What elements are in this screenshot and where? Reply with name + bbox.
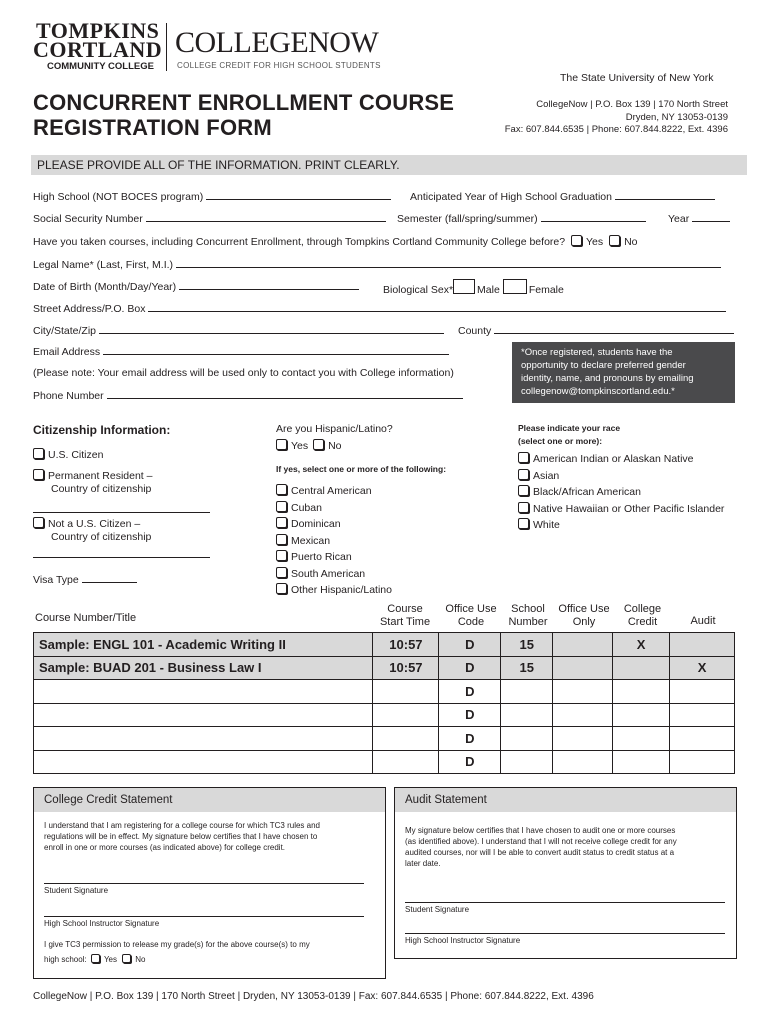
table-cell-audit[interactable] <box>670 750 735 774</box>
table-cell-credit[interactable] <box>613 680 670 704</box>
hispanic-no-checkbox[interactable] <box>313 439 324 450</box>
perm-res-option[interactable]: Permanent Resident – <box>33 469 152 482</box>
us-citizen-checkbox[interactable] <box>33 448 44 459</box>
hispanic-option-checkbox[interactable] <box>276 501 287 512</box>
table-cell-school[interactable] <box>501 727 553 751</box>
not-citizen-checkbox[interactable] <box>33 517 44 528</box>
table-cell-office[interactable] <box>553 656 613 680</box>
not-citizen-country-line[interactable] <box>33 557 210 558</box>
table-cell-school[interactable]: 15 <box>501 656 553 680</box>
email-line[interactable] <box>103 345 449 355</box>
suny-label: The State University of New York <box>560 72 714 84</box>
credit-statement-box <box>33 787 386 979</box>
race-option[interactable]: Native Hawaiian or Other Pacific Islander <box>518 501 724 518</box>
race-options <box>518 451 724 534</box>
visa-field[interactable]: Visa Type <box>33 573 137 586</box>
race-heading2: (select one or more): <box>518 436 603 446</box>
legal-name-field[interactable]: Legal Name* (Last, First, M.I.) <box>33 258 721 271</box>
citizenship-heading: Citizenship Information: <box>33 423 171 437</box>
city-field[interactable]: City/State/Zip <box>33 324 444 337</box>
year-line[interactable] <box>692 212 730 222</box>
not-citizen-country-label: Country of citizenship <box>51 531 152 543</box>
address-line2: Dryden, NY 13053-0139 <box>625 112 728 123</box>
audit-instructor-signature[interactable]: High School Instructor Signature <box>405 933 725 945</box>
table-cell-start[interactable] <box>373 680 439 704</box>
contact-line: Fax: 607.844.6535 | Phone: 607.844.8222, Ext. 4396 <box>504 124 728 135</box>
prior-courses-no-checkbox[interactable] <box>609 235 620 246</box>
female-box[interactable] <box>503 279 527 294</box>
dob-line[interactable] <box>179 280 359 290</box>
us-citizen-option[interactable]: U.S. Citizen <box>33 448 103 461</box>
table-cell-code[interactable]: D <box>439 750 501 774</box>
hispanic-answer: Yes No <box>276 439 342 452</box>
collegenow-tagline: COLLEGE CREDIT FOR HIGH SCHOOL STUDENTS <box>177 61 381 70</box>
form-title-line2: REGISTRATION FORM <box>33 115 272 140</box>
hispanic-followup: If yes, select one or more of the following: <box>276 464 447 474</box>
table-cell-school[interactable]: 15 <box>501 633 553 657</box>
address-line1: CollegeNow | P.O. Box 139 | 170 North Street <box>536 99 728 110</box>
race-option-checkbox[interactable] <box>518 502 529 513</box>
col-office-code: Office Use Code <box>445 603 497 628</box>
form-title-line1: CONCURRENT ENROLLMENT COURSE <box>33 90 455 115</box>
table-cell-course[interactable]: Sample: ENGL 101 - Academic Writing II <box>34 633 373 657</box>
legal-name-line[interactable] <box>176 258 721 268</box>
table-cell-audit[interactable]: X <box>670 656 735 680</box>
course-table <box>33 632 735 774</box>
table-cell-course[interactable]: Sample: BUAD 201 - Business Law I <box>34 656 373 680</box>
logo-divider <box>166 23 167 71</box>
table-cell-course[interactable] <box>34 680 373 704</box>
grade-permission-answer: high school: Yes No <box>44 955 146 964</box>
table-cell-audit[interactable] <box>670 703 735 727</box>
table-cell-school[interactable] <box>501 703 553 727</box>
race-option[interactable]: Asian <box>518 468 724 485</box>
table-cell-start[interactable]: 10:57 <box>373 656 439 680</box>
col-credit: College Credit <box>623 603 662 628</box>
phone-line[interactable] <box>107 389 463 399</box>
permission-no-checkbox[interactable] <box>122 954 131 963</box>
visa-line[interactable] <box>82 573 137 583</box>
pronoun-note-box: *Once registered, students have the opportunity to declare preferred gender identity, name, and pronouns by emailing collegenow@tompkinscortland.edu.* <box>512 342 735 403</box>
permission-yes-checkbox[interactable] <box>91 954 100 963</box>
table-cell-office[interactable] <box>553 703 613 727</box>
street-line[interactable] <box>148 302 726 312</box>
table-cell-code[interactable]: D <box>439 727 501 751</box>
table-cell-office[interactable] <box>553 750 613 774</box>
hispanic-option[interactable]: Central American <box>276 483 392 500</box>
email-note: (Please note: Your email address will be used only to contact you with College information) <box>33 367 454 379</box>
table-cell-code[interactable]: D <box>439 656 501 680</box>
audit-statement-text: My signature below certifies that I have chosen to audit one or more courses (as identified above). I understand that I will not receive college credit for any audited courses, nor will I be able to convert audit status to credit status at a later date. <box>405 826 677 868</box>
tc-logo-line2: CORTLAND <box>33 37 163 62</box>
race-option[interactable]: White <box>518 517 724 534</box>
credit-statement-heading: College Credit Statement <box>34 788 385 812</box>
table-cell-course[interactable] <box>34 750 373 774</box>
table-cell-audit[interactable] <box>670 680 735 704</box>
hispanic-option[interactable]: Puerto Rican <box>276 549 392 566</box>
grad-year-line[interactable] <box>615 190 715 200</box>
table-cell-start[interactable] <box>373 703 439 727</box>
high-school-line[interactable] <box>206 190 391 200</box>
hispanic-option-checkbox[interactable] <box>276 484 287 495</box>
table-cell-start[interactable]: 10:57 <box>373 633 439 657</box>
hispanic-option[interactable]: Mexican <box>276 533 392 550</box>
hispanic-option[interactable]: Other Hispanic/Latino <box>276 582 392 599</box>
tc-logo-line1: TOMPKINS <box>36 18 160 43</box>
ssn-line[interactable] <box>146 212 386 222</box>
table-cell-credit[interactable] <box>613 727 670 751</box>
table-cell-code[interactable]: D <box>439 680 501 704</box>
col-office-only: Office Use Only <box>558 603 610 628</box>
semester-field[interactable]: Semester (fall/spring/summer) <box>397 212 646 225</box>
city-line[interactable] <box>99 324 444 334</box>
hispanic-option-checkbox[interactable] <box>276 550 287 561</box>
prior-courses-yes-checkbox[interactable] <box>571 235 582 246</box>
county-line[interactable] <box>494 324 734 334</box>
perm-res-checkbox[interactable] <box>33 469 44 480</box>
phone-field[interactable]: Phone Number <box>33 389 463 402</box>
race-option[interactable]: Black/African American <box>518 484 724 501</box>
race-heading1: Please indicate your race <box>518 423 621 433</box>
table-cell-school[interactable] <box>501 750 553 774</box>
credit-instructor-signature[interactable]: High School Instructor Signature <box>44 916 364 928</box>
col-school-number: School Number <box>508 603 548 628</box>
table-cell-office[interactable] <box>553 633 613 657</box>
hispanic-option-checkbox[interactable] <box>276 517 287 528</box>
hispanic-option[interactable]: Cuban <box>276 500 392 517</box>
table-cell-credit[interactable] <box>613 703 670 727</box>
col-start: Course Start Time <box>379 603 431 628</box>
grad-year-field[interactable]: Anticipated Year of High School Graduation <box>410 190 715 203</box>
table-row <box>34 656 735 680</box>
table-cell-credit[interactable] <box>613 656 670 680</box>
col-audit: Audit <box>690 615 716 627</box>
hispanic-options <box>276 483 392 599</box>
instructions-banner: PLEASE PROVIDE ALL OF THE INFORMATION. PRINT CLEARLY. <box>31 155 747 175</box>
dob-field[interactable]: Date of Birth (Month/Day/Year) <box>33 280 359 293</box>
race-option[interactable]: American Indian or Alaskan Native <box>518 451 724 468</box>
ssn-field[interactable]: Social Security Number <box>33 212 386 225</box>
col-course: Course Number/Title <box>35 612 137 624</box>
table-row <box>34 633 735 657</box>
tc-logo-line3: COMMUNITY COLLEGE <box>47 61 154 72</box>
table-cell-audit[interactable] <box>670 633 735 657</box>
table-cell-credit[interactable]: X <box>613 633 670 657</box>
grade-permission-text: I give TC3 permission to release my grade(s) for the above course(s) to my <box>44 940 310 949</box>
table-row <box>34 680 735 704</box>
audit-student-signature[interactable]: Student Signature <box>405 902 725 914</box>
county-field[interactable]: County <box>458 324 734 337</box>
footer-contact: CollegeNow | P.O. Box 139 | 170 North Street | Dryden, NY 13053-0139 | Fax: 607.844.6535 | Phone: 607.844.8222, Ext. 4396 <box>33 991 594 1002</box>
table-cell-school[interactable] <box>501 680 553 704</box>
table-cell-code[interactable]: D <box>439 633 501 657</box>
high-school-field[interactable]: High School (NOT BOCES program) <box>33 190 391 203</box>
table-cell-course[interactable] <box>34 727 373 751</box>
table-cell-credit[interactable] <box>613 750 670 774</box>
table-cell-start[interactable] <box>373 750 439 774</box>
street-field[interactable]: Street Address/P.O. Box <box>33 302 726 315</box>
table-cell-code[interactable]: D <box>439 703 501 727</box>
not-citizen-option[interactable]: Not a U.S. Citizen – <box>33 517 140 530</box>
hispanic-yes-checkbox[interactable] <box>276 439 287 450</box>
hispanic-option-checkbox[interactable] <box>276 567 287 578</box>
male-box[interactable] <box>453 279 475 294</box>
email-field[interactable]: Email Address <box>33 345 449 358</box>
collegenow-logo: COLLEGENOW <box>175 26 379 59</box>
race-option-checkbox[interactable] <box>518 485 529 496</box>
table-row <box>34 727 735 751</box>
prior-courses-question: Have you taken courses, including Concurrent Enrollment, through Tompkins Cortland Community College before? Yes No <box>33 236 638 248</box>
audit-statement-heading: Audit Statement <box>395 788 736 812</box>
semester-line[interactable] <box>541 212 646 222</box>
race-option-checkbox[interactable] <box>518 518 529 529</box>
year-field[interactable]: Year <box>668 212 730 225</box>
perm-res-country-label: Country of citizenship <box>51 483 152 495</box>
bio-sex-field: Biological Sex* Male Female <box>383 279 564 296</box>
table-cell-office[interactable] <box>553 727 613 751</box>
table-row <box>34 750 735 774</box>
hispanic-question: Are you Hispanic/Latino? <box>276 423 393 435</box>
table-cell-audit[interactable] <box>670 727 735 751</box>
table-cell-start[interactable] <box>373 727 439 751</box>
hispanic-option[interactable]: Dominican <box>276 516 392 533</box>
audit-statement-box <box>394 787 737 959</box>
hispanic-option-checkbox[interactable] <box>276 583 287 594</box>
table-row <box>34 703 735 727</box>
table-cell-course[interactable] <box>34 703 373 727</box>
perm-res-country-line[interactable] <box>33 512 210 513</box>
race-option-checkbox[interactable] <box>518 469 529 480</box>
table-cell-office[interactable] <box>553 680 613 704</box>
credit-statement-text: I understand that I am registering for a college course for which TC3 rules and regulations will be in effect. My signature below certifies that I have chosen to enroll in one or more courses (as indicated above) for college credit. <box>44 821 320 852</box>
hispanic-option-checkbox[interactable] <box>276 534 287 545</box>
credit-student-signature[interactable]: Student Signature <box>44 883 364 895</box>
race-option-checkbox[interactable] <box>518 452 529 463</box>
hispanic-option[interactable]: South American <box>276 566 392 583</box>
